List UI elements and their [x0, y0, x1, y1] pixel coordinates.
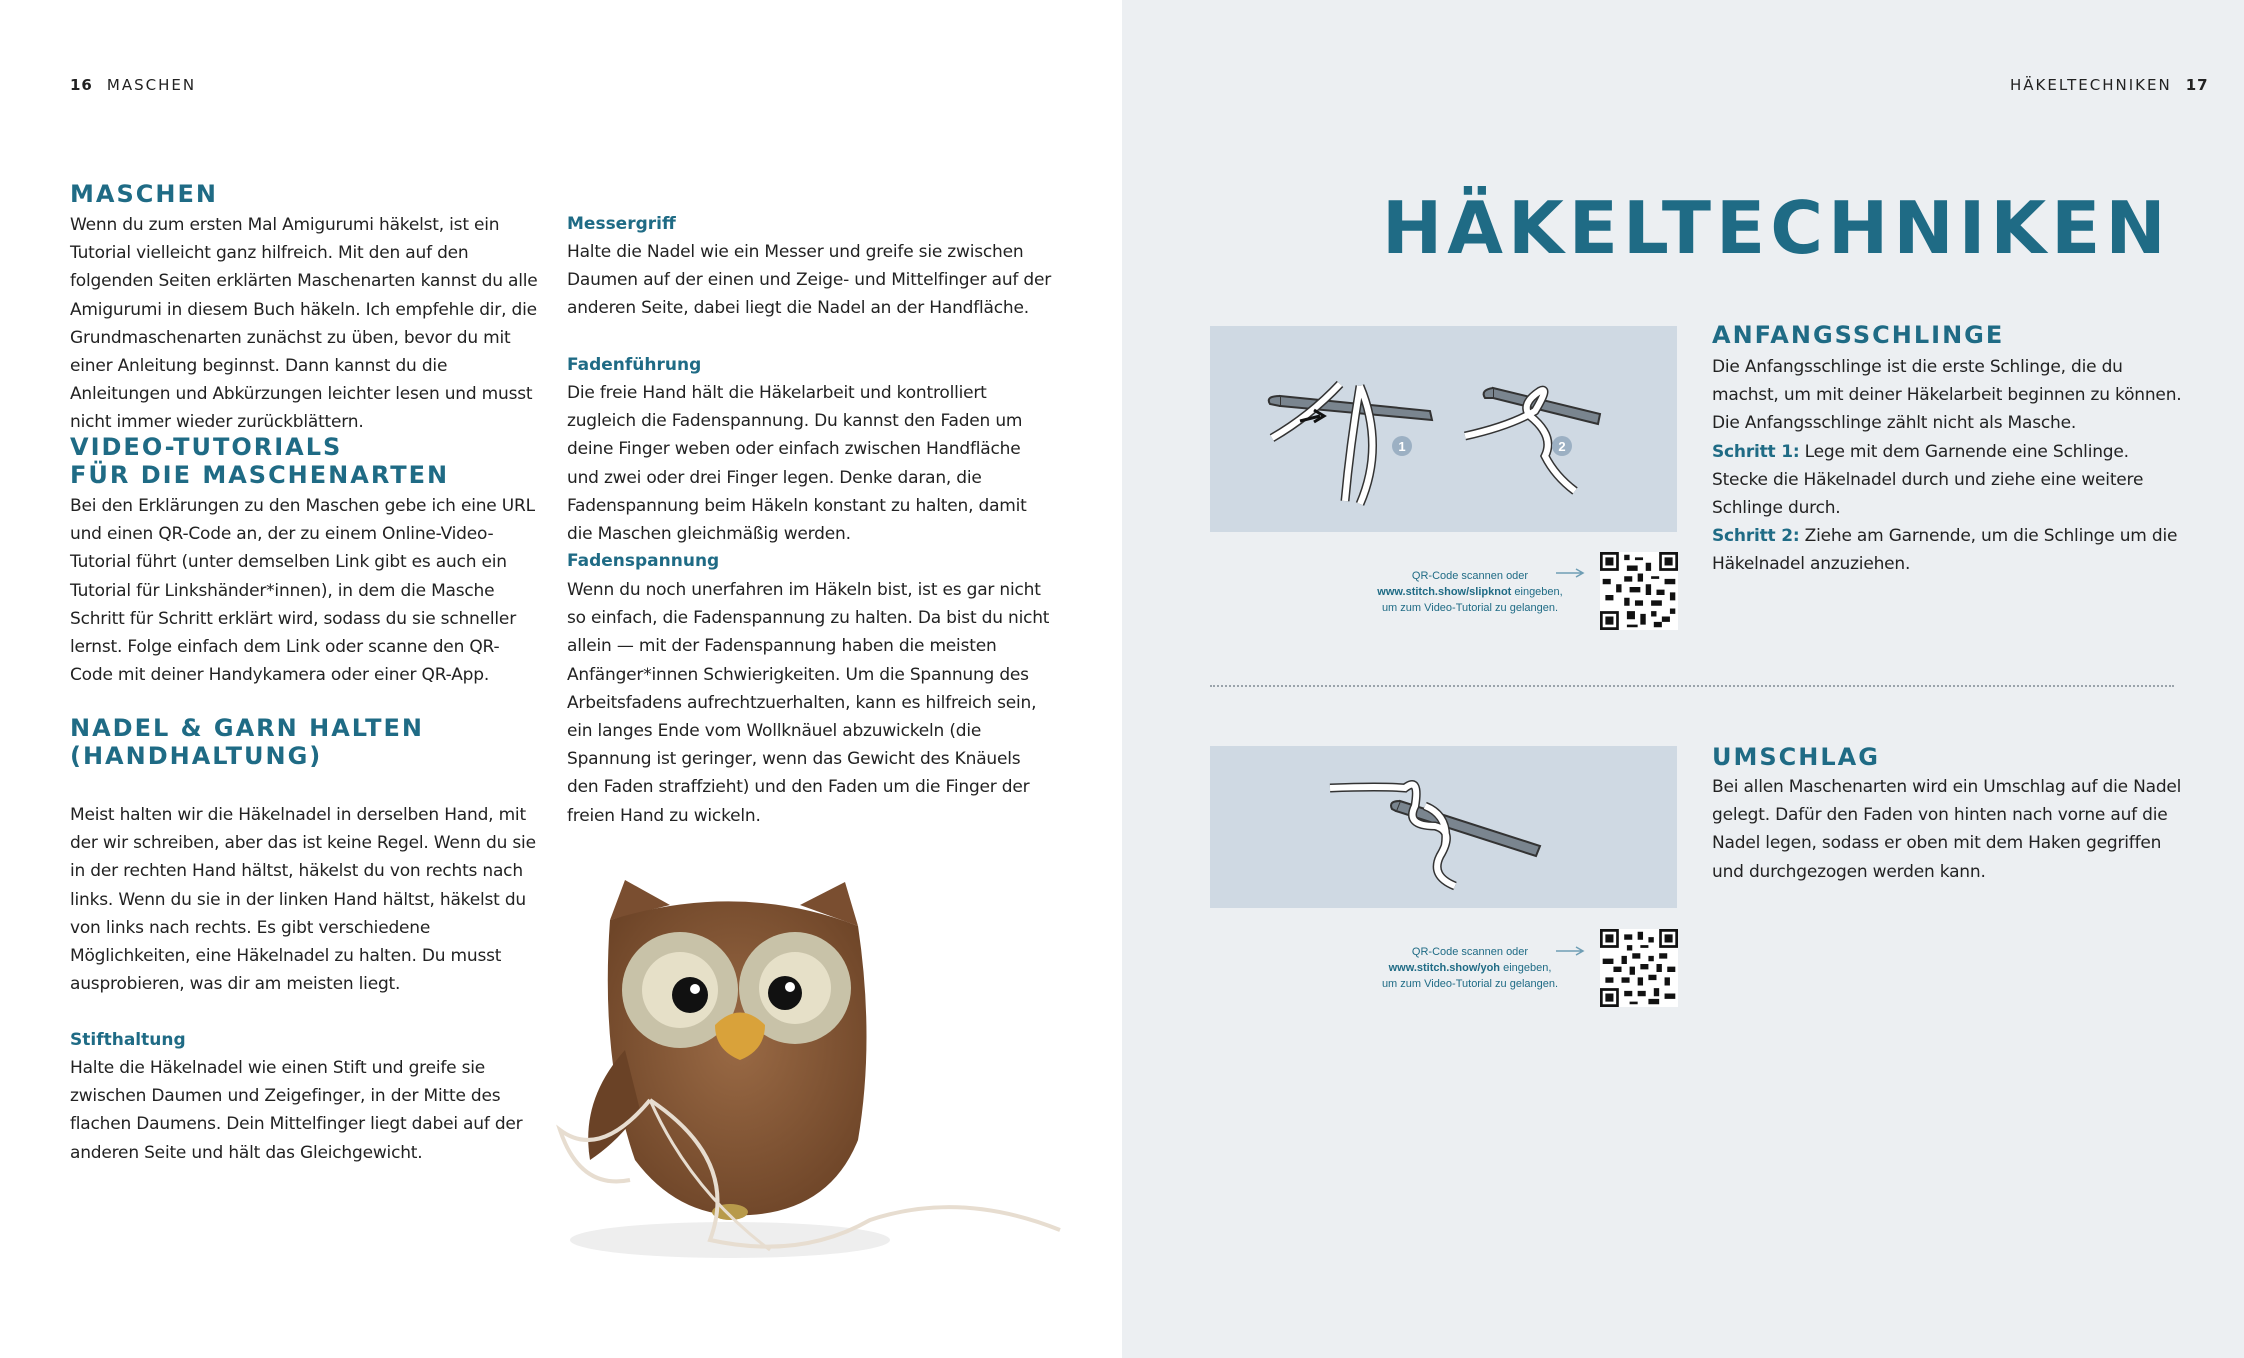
section-heading-anfangsschlinge: ANFANGSSCHLINGE [1712, 321, 2005, 349]
running-head: MASCHEN [106, 76, 197, 94]
step-2-label: Schritt 2: [1712, 526, 1800, 547]
qr-url-yoh[interactable]: www.stitch.show/yoh [1388, 962, 1501, 974]
section-heading-video-2: FÜR DIE MASCHENARTEN [70, 461, 450, 489]
qr-caption-line: www.stitch.show/yoh eingeben, [1388, 962, 1552, 974]
subheading-fadenfuehrung: Fadenführung [567, 355, 702, 375]
qr-caption-yoh [1355, 944, 1585, 992]
section-heading-nadel-1: NADEL & GARN HALTEN [70, 714, 424, 742]
qr-caption-line: QR-Code scannen oder [1411, 946, 1529, 958]
page-number: 17 [2185, 76, 2209, 94]
section-heading-nadel-2: (HANDHALTUNG) [70, 742, 323, 770]
qr-caption-slipknot [1355, 568, 1585, 616]
fadenspannung-paragraph: Wenn du noch unerfahren im Häkeln bist, ist es gar nicht so einfach, die Fadenspannung zu halten. Da bist du nicht allein — mit der Fadenspannung haben die meisten Anfänger*innen Schwierigkeiten. Um die Spannung des Arbeitsfadens aufrechtzuerhalten, kann es hilfreich sein, ein langes Ende vom Wollknäuel abzuwickeln (die Spannung ist geringer, wenn das Gewicht des Knäuels den Faden straffzieht) und den Faden um die Finger der freien Hand zu wickeln. [567, 580, 1050, 826]
qr-caption-line: www.stitch.show/slipknot eingeben, [1377, 586, 1563, 598]
right-folio [2010, 76, 2209, 94]
fadenfuehrung-paragraph: Die freie Hand hält die Häkelarbeit und kontrolliert zugleich die Fadenspannung. Du kannst den Faden um deine Finger weben oder einfach zwischen Handfläche und zwei oder drei Finger legen. Denke daran, die Fadenspannung beim Häkeln konstant zu halten, damit die Maschen gleichmäßig werden. [567, 383, 1027, 545]
qr-code-icon[interactable] [1600, 552, 1678, 630]
yarn-over-illustration [1210, 746, 1677, 908]
section-heading-video-1: VIDEO-TUTORIALS [70, 433, 343, 461]
stifthaltung-paragraph: Halte die Häkelnadel wie einen Stift und greife sie zwischen Daumen und Zeigefinger, in der Mitte des flachen Daumens. Dein Mittelfinger liegt dabei auf der anderen Seite und hält das Gleichgewicht. [70, 1058, 523, 1163]
running-head: HÄKELTECHNIKEN [2010, 76, 2172, 94]
step-1-label: Schritt 1: [1712, 441, 1800, 462]
owl-photo [540, 860, 1120, 1280]
slipknot-illustration [1210, 326, 1677, 532]
arrow-icon [1556, 568, 1586, 578]
maschen-paragraph: Wenn du zum ersten Mal Amigurumi häkelst, ist ein Tutorial vielleicht ganz hilfreich. Mit den auf den folgenden Seiten erklärten Maschenarten kannst du alle Amigurumi in diesem Buch häkeln. Ich empfehle dir, die Grundmaschenarten zunächst zu üben, bevor du mit einer Anleitung beginnst. Dann kannst du die Anleitungen und Abkürzungen leichter lesen und musst nicht immer wieder zurückblättern. [70, 215, 538, 433]
page-number: 16 [70, 76, 93, 94]
nadel-paragraph: Meist halten wir die Häkelnadel in derselben Hand, mit der wir schreiben, aber das ist keine Regel. Wenn du sie in der rechten Hand hältst, häkelst du von rechts nach links. Wenn du sie in der linken Hand hältst, häkelst du von links nach rechts. Es gibt verschiedene Möglichkeiten, eine Häkelnadel zu halten. Du musst ausprobieren, was dir am meisten liegt. [70, 805, 536, 995]
section-divider [1210, 685, 2174, 687]
arrow-icon [1556, 946, 1586, 956]
step-badge-label-2: 2 [1558, 439, 1566, 454]
subheading-fadenspannung: Fadenspannung [567, 551, 720, 571]
qr-caption-line: um zum Video-Tutorial zu gelangen. [1381, 978, 1559, 990]
anfangsschlinge-paragraph: Die Anfangsschlinge ist die erste Schlinge, die du machst, um mit deiner Häkelarbeit beginnen zu können. Die Anfangsschlinge zählt nicht als Masche. Schritt 1: Lege mit dem Garnende eine Schlinge. Stecke die Häkelnadel durch und ziehe eine weitere Schlinge durch. Schritt 2: Ziehe am Garnende, um die Schlinge um die Häkelnadel anzuziehen. [1712, 357, 2182, 575]
qr-caption-line: um zum Video-Tutorial zu gelangen. [1381, 602, 1559, 614]
section-heading-maschen: MASCHEN [70, 180, 218, 208]
left-folio [70, 76, 196, 94]
qr-code-icon[interactable] [1600, 929, 1678, 1007]
subheading-stifthaltung: Stifthaltung [70, 1030, 186, 1050]
page-title: HÄKELTECHNIKEN [1382, 186, 2171, 270]
subheading-messergriff: Messergriff [567, 214, 676, 234]
step-badge-label-1: 1 [1398, 439, 1406, 454]
messergriff-paragraph: Halte die Nadel wie ein Messer und greife sie zwischen Daumen auf der einen und Zeige- und Mittelfinger auf der anderen Seite, dabei liegt die Nadel an der Handfläche. [567, 242, 1052, 319]
qr-caption-line: QR-Code scannen oder [1411, 570, 1529, 582]
section-heading-umschlag: UMSCHLAG [1712, 743, 1880, 771]
qr-url-slipknot[interactable]: www.stitch.show/slipknot [1377, 586, 1512, 598]
umschlag-paragraph: Bei allen Maschenarten wird ein Umschlag auf die Nadel gelegt. Dafür den Faden von hinten nach vorne auf die Nadel legen, sodass er oben mit dem Haken gegriffen und durchgezogen werden kann. [1712, 777, 2182, 882]
video-paragraph: Bei den Erklärungen zu den Maschen gebe ich eine URL und einen QR-Code an, der zu einem Online-Video-Tutorial führt (unter demselben Link gibt es auch ein Tutorial für Linkshänder*innen), in dem die Masche Schritt für Schritt erklärt wird, sodass du sie schneller lernst. Folge einfach dem Link oder scanne den QR-Code mit deiner Handykamera oder einer QR-App. [70, 496, 535, 686]
